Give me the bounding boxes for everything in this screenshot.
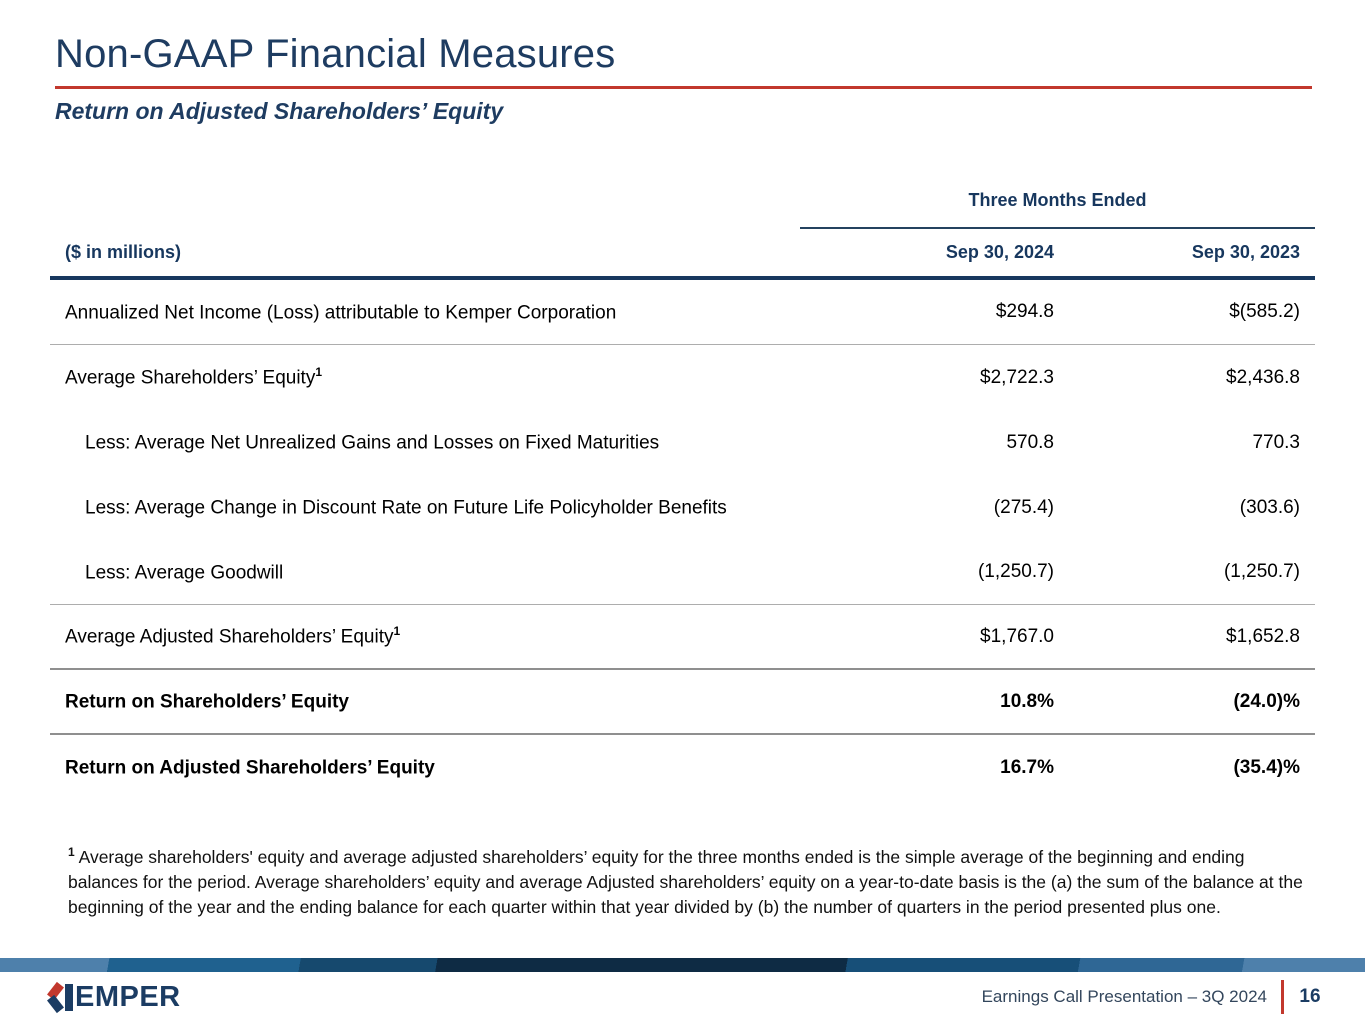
value-2023: (1,250.7): [1223, 561, 1300, 582]
value-2023: $1,652.8: [1226, 625, 1300, 647]
table-row: [50, 475, 1315, 540]
row-label: Less: Average Goodwill: [85, 562, 284, 584]
value-2024: (275.4): [993, 496, 1054, 518]
row-label: Return on Shareholders’ Equity: [65, 691, 349, 713]
table-row: [50, 670, 1315, 735]
footnote-marker: 1: [68, 845, 75, 859]
value-2023: $2,436.8: [1226, 366, 1300, 388]
table-row: [50, 410, 1315, 475]
value-2024: 570.8: [1006, 431, 1054, 453]
table-row: [50, 735, 1315, 800]
table-header-row: [50, 229, 1315, 276]
row-label: Less: Average Change in Discount Rate on Future Life Policyholder Benefits: [85, 497, 727, 519]
value-2023: (24.0)%: [1233, 690, 1300, 712]
column-group-header: Three Months Ended: [800, 190, 1315, 229]
value-2024: $1,767.0: [980, 625, 1054, 647]
table-row: [50, 540, 1315, 605]
row-label: Average Adjusted Shareholders’ Equity: [65, 626, 394, 648]
footnote-text: Average shareholders' equity and average adjusted shareholders’ equity for the three months ended is the simple average of the beginning and ending balances for the period. Average shareholders’ equity and average Adjusted shareholders’ equity on a year-to-date basis is the (a) the sum of the balance at the beginning of the year and the ending balance for each quarter within that year divided by (b) the number of quarters in the period presented plus one.: [68, 846, 1303, 917]
column-header-2024: Sep 30, 2024: [945, 242, 1054, 262]
value-2023: $(585.2): [1229, 301, 1300, 322]
row-label: Annualized Net Income (Loss) attributable to Kemper Corporation: [65, 302, 617, 324]
footnote: [68, 840, 1308, 920]
units-label: ($ in millions): [65, 242, 182, 262]
footer-divider: [1281, 980, 1284, 1014]
table-row: [50, 605, 1315, 670]
value-2023: (303.6): [1239, 496, 1300, 518]
table-row: [50, 345, 1315, 410]
footnote-marker: 1: [393, 624, 401, 639]
kemper-logo-k-icon: [50, 984, 75, 1011]
value-2024: (1,250.7): [977, 561, 1054, 582]
table-row: [50, 280, 1315, 345]
footer-accent-stripe: [0, 958, 1365, 972]
row-label: Average Shareholders’ Equity: [65, 367, 316, 389]
kemper-logo: [50, 982, 181, 1012]
financial-table: [50, 190, 1315, 800]
value-2024: 16.7%: [1000, 756, 1054, 778]
page-title: Non-GAAP Financial Measures: [55, 32, 616, 76]
row-label: Less: Average Net Unrealized Gains and Losses on Fixed Maturities: [85, 432, 660, 454]
value-2023: 770.3: [1252, 431, 1300, 453]
kemper-logo-text: EMPER: [75, 980, 181, 1013]
value-2024: 10.8%: [1000, 690, 1054, 712]
page-number: 16: [1299, 986, 1321, 1007]
column-header-2023: Sep 30, 2023: [1191, 242, 1300, 262]
footer: [0, 974, 1365, 1020]
page-subtitle: Return on Adjusted Shareholders’ Equity: [55, 98, 504, 124]
title-underline: [55, 86, 1312, 89]
value-2023: (35.4)%: [1233, 756, 1300, 778]
footnote-marker: 1: [315, 365, 323, 380]
footer-caption: Earnings Call Presentation – 3Q 2024: [981, 987, 1267, 1006]
value-2024: $294.8: [995, 301, 1054, 322]
value-2024: $2,722.3: [980, 366, 1054, 388]
row-label: Return on Adjusted Shareholders’ Equity: [65, 757, 435, 779]
